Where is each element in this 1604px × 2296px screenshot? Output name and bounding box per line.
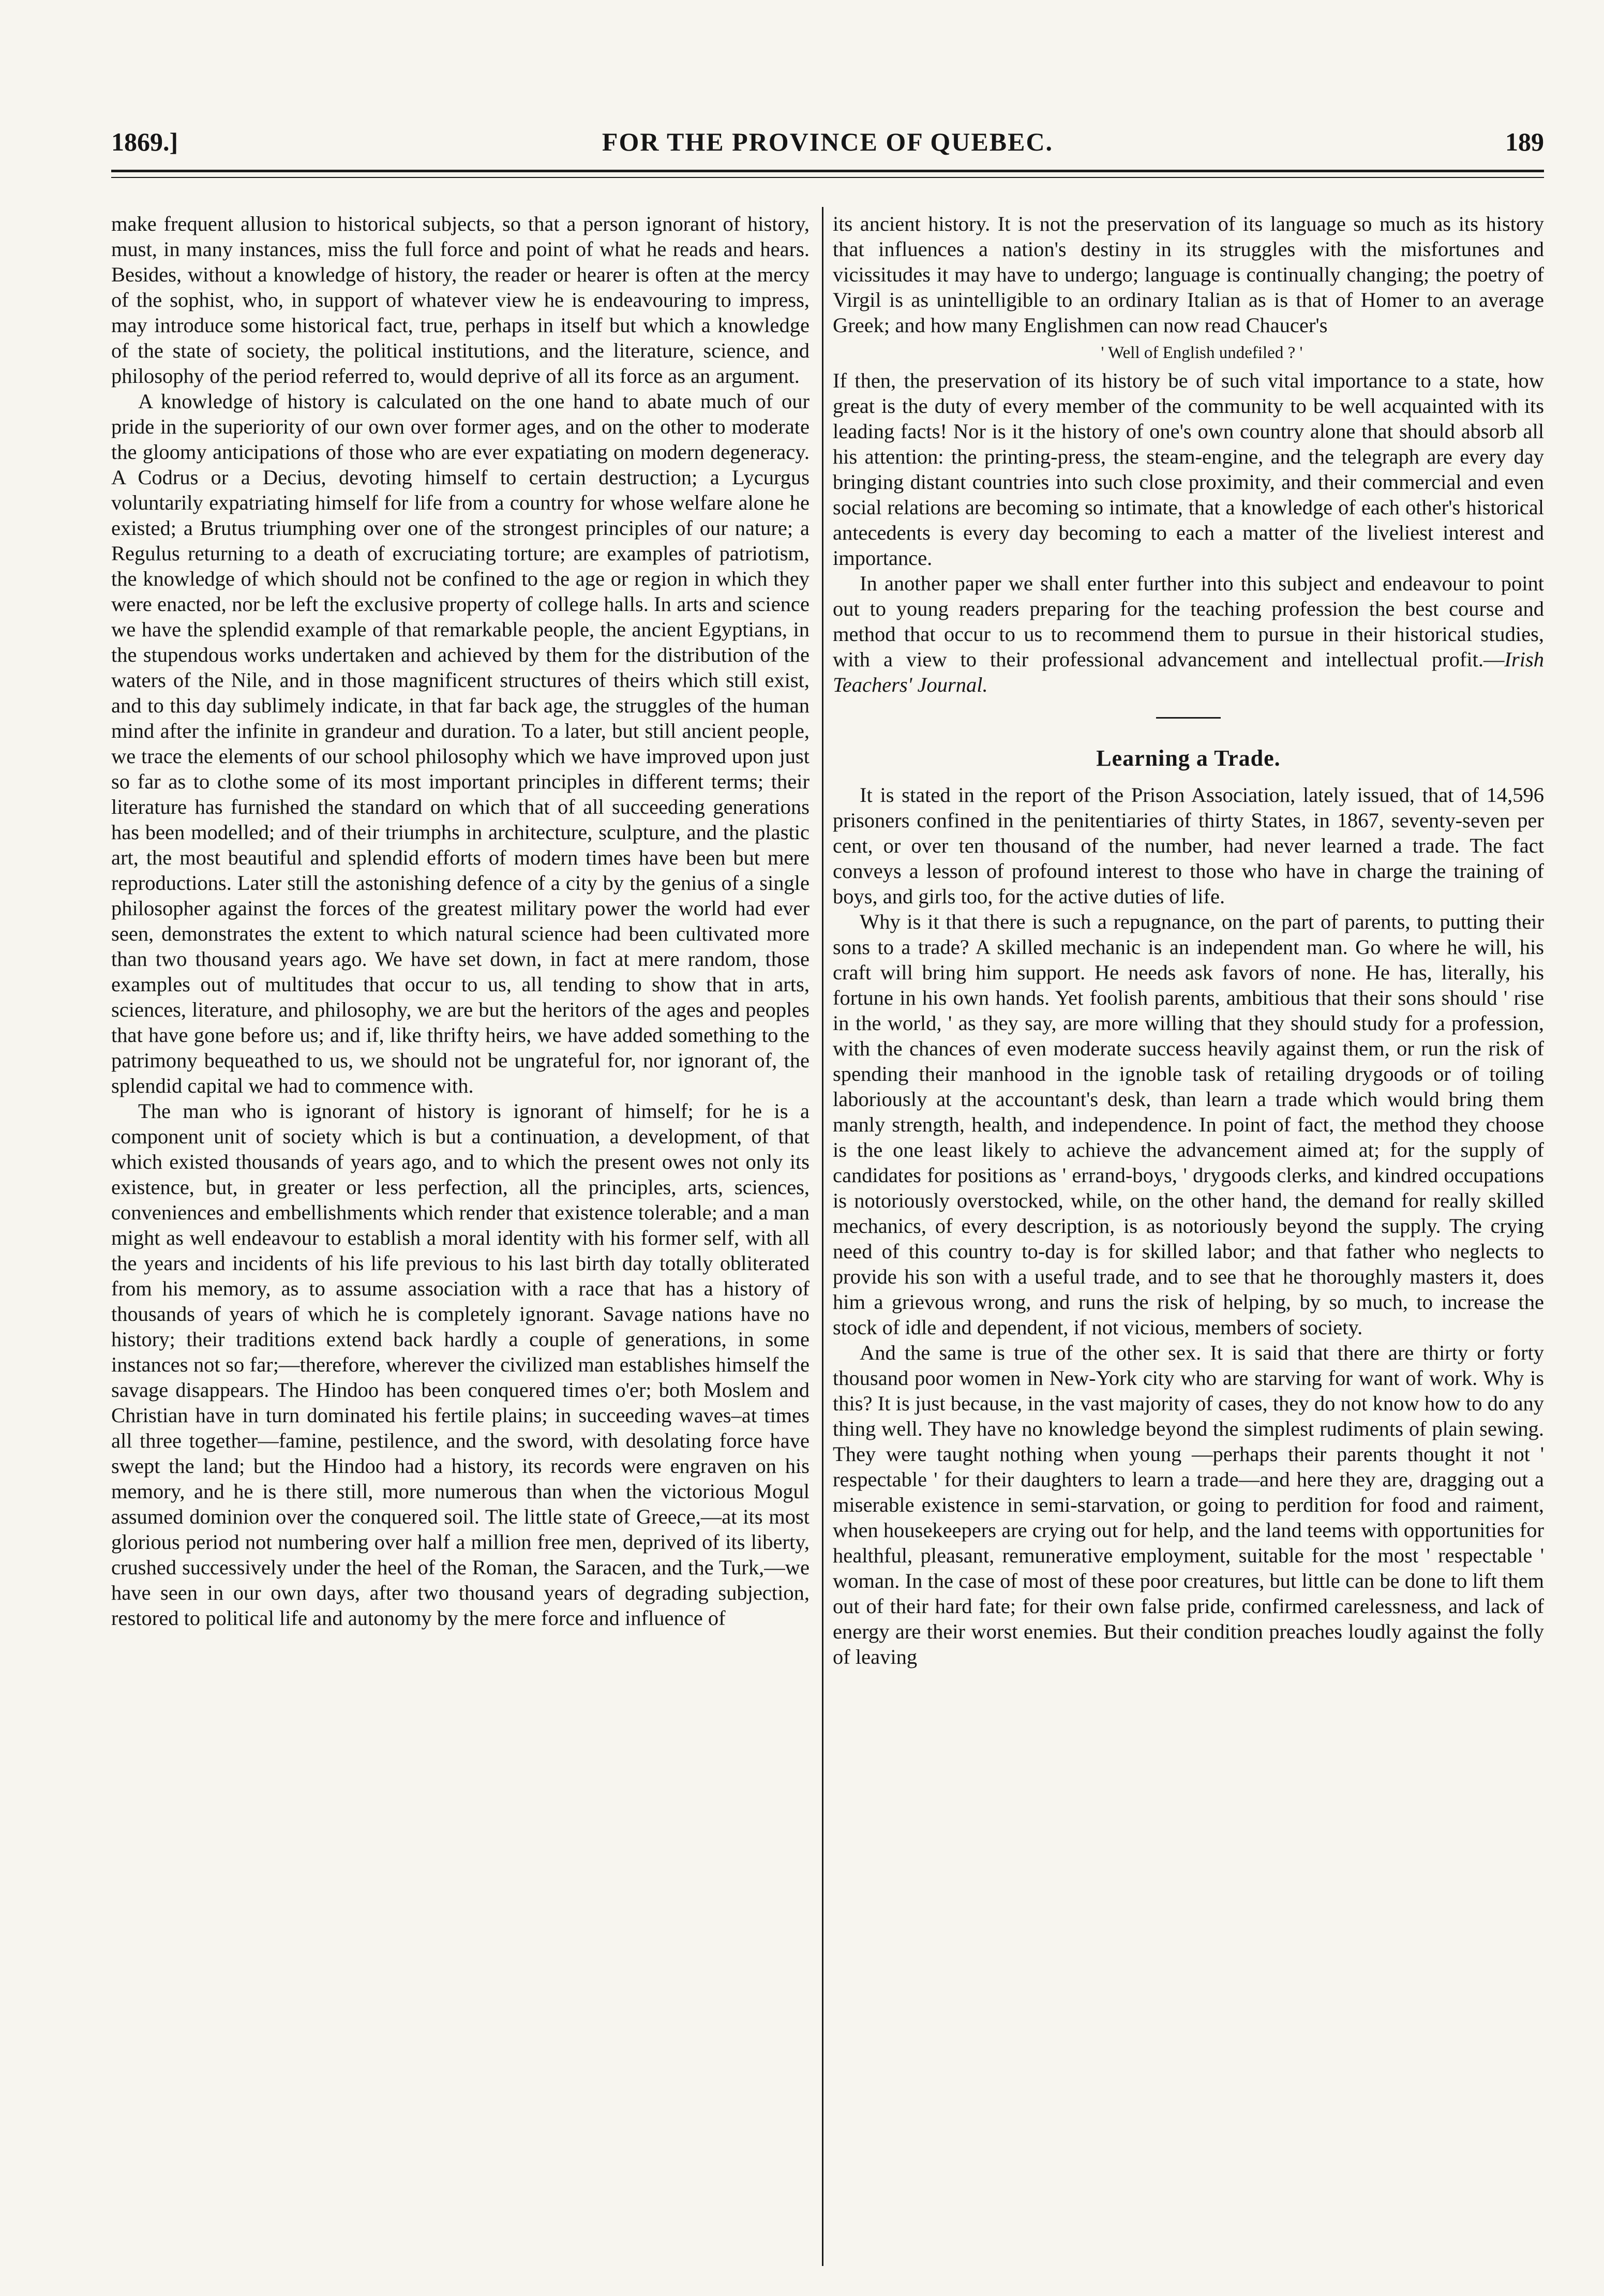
- article-paragraph-3: And the same is true of the other sex. It is said that there are thirty or forty thousand poor women in New-York city who are starving for want of work. Why is this? It is just because, in the vast majority of cases, they do not know how to do any thing well. They have no knowledge beyond the simplest rudiments of plain sewing. They were taught nothing when young —perhaps their parents thought it not ' respectable ' for their daughters to learn a trade—and here they are, dragging out a miserable existence in semi-starvation, or going to perdition for food and raiment, when housekeepers are crying out for help, and the land teems with opportunities for healthful, pleasant, remunerative employment, suitable for the most ' respectable ' woman. In the case of most of these poor creatures, but little can be done to lift them out of their hard fate; for their own false pride, confirmed carelessness, and lack of energy are their worst enemies. But their condition preaches loudly against the folly of leaving: [833, 1341, 1544, 1668]
- article-heading: Learning a Trade.: [1096, 746, 1281, 771]
- left-paragraph-2: A knowledge of history is calculated on the one hand to abate much of our pride in the superiority of our own over former ages, and on the other to moderate the gloomy anticipations of those who are ever expatiating on modern degeneracy. A Codrus or a Decius, devoting himself to certain destruction; a Lycurgus voluntarily expatriating himself for life from a country for whose welfare alone he existed; a Brutus triumphing over one of the strongest principles of our nature; a Regulus returning to a death of excruciating torture; are examples of patriotism, the knowledge of which should not be confined to the age or region in which they were enacted, nor be left the exclusive property of college halls. In arts and science we have the splendid example of that remarkable people, the ancient Egyptians, in the stupendous works undertaken and achieved by them for the distribution of the waters of the Nile, and in those magnificent structures of theirs which still exist, and to this day sublimely indicate, in that far back age, the struggles of the human mind after the infinite in grandeur and duration. To a later, but still ancient people, we trace the elements of our school philosophy which we have improved upon just so far as to clothe some of its most important principles in different terms; their literature has furnished the standard on which that of all succeeding generations has been modelled; and of their triumphs in architecture, sculpture, and the plastic art, the most beautiful and splendid efforts of modern times have been but mere reproductions. Later still the astonishing defence of a city by the genius of a single philosopher against the forces of the greatest military power the world had ever seen, demonstrates the extent to which natural science had been cultivated more than two thousand years ago. We have set down, in fact at mere random, those examples out of multitudes that occur to us, all tending to show that in arts, sciences, literature, and philosophy, we are but the heritors of the ages and peoples that have gone before us; and if, like thrifty heirs, we have added something to the patrimony bequeathed to us, we should not be ungrateful for, nor ignorant of, the splendid capital we had to commence with.: [111, 390, 810, 1097]
- source-attribution: Irish Teachers' Journal.: [833, 648, 1544, 696]
- left-column: [111, 211, 810, 1631]
- running-header: [111, 127, 1544, 168]
- right-paragraph-2: If then, the preservation of its history be of such vital importance to a state, how great is the duty of every member of the community to be well acquainted with its leading facts! Nor is it the history of one's own country alone that should absorb all his attention: the printing-press, the steam-engine, and the telegraph are every day bringing distant countries into such close proximity, and their commercial and even social relations are becoming so intimate, that a knowledge of each other's historical antecedents is every day becoming to each a matter of the liveliest interest and importance.: [833, 369, 1544, 570]
- column-divider: [822, 207, 823, 2266]
- header-rule-thin: [111, 177, 1544, 178]
- article-separator: [1156, 717, 1221, 719]
- left-paragraph-3: The man who is ignorant of history is ignorant of himself; for he is a component unit of society which is but a continuation, a development, of that which existed thousands of years ago, and to which the present owes not only its existence, but, in greater or less perfection, all the principles, arts, sciences, conveniences and embellishments which render that existence tolerable; and a man might as well endeavour to establish a moral identity with his former self, with all the years and incidents of his life previous to his last birth day totally obliterated from his memory, as to assume association with a race that has a history of thousands of years of which he is completely ignorant. Savage nations have no history; their traditions extend back hardly a couple of generations, in some instances not so far;—therefore, wherever the civilized man establishes himself the savage disappears. The Hindoo has been conquered times o'er; both Moslem and Christian have in turn dominated his fertile plains; in succeeding waves–at times all three together—famine, pestilence, and the sword, with desolating force have swept the land; but the Hindoo had a history, its records were engraven on his memory, and he is there still, more numerous than when the victorious Mogul assumed dominion over the conquered soil. The little state of Greece,—at its most glorious period not numbering over half a million free men, deprived of its liberty, crushed successively under the heel of the Roman, the Saracen, and the Turk,—we have seen in our own days, after two thousand years of degrading subjection, restored to political life and autonomy by the mere force and influence of: [111, 1099, 810, 1630]
- block-quote: ' Well of English undefiled ? ': [1101, 344, 1303, 362]
- header-title: FOR THE PROVINCE OF QUEBEC.: [602, 127, 1054, 156]
- paragraph-3-text: In another paper we shall enter further into this subject and endeavour to point out to young readers preparing for the teaching profession the best course and method that occur to us to recommend them to pursue in their historical studies, with a view to their professional advancement and intellectual profit.—: [833, 572, 1544, 671]
- header-rule-thick: [111, 170, 1544, 172]
- left-paragraph-1: make frequent allusion to historical subjects, so that a person ignorant of history, must, in many instances, miss the full force and point of what he reads and hears. Besides, without a knowledge of history, the reader or hearer is often at the mercy of the sophist, who, in support of whatever view he is endeavouring to impress, may introduce some historical fact, true, perhaps in itself but which a knowledge of the state of society, the political institutions, and the literature, science, and philosophy of the period referred to, would deprive of all its force as an argument.: [111, 212, 810, 387]
- right-paragraph-1: its ancient history. It is not the preservation of its language so much as its history that influences a nation's destiny in its struggles with the misfortunes and vicissitudes it may have to undergo; language is continually changing; the poetry of Virgil is as unintelligible to an ordinary Italian as is that of Homer to an average Greek; and how many Englishmen can now read Chaucer's: [833, 212, 1544, 337]
- page-number: 189: [1505, 127, 1544, 156]
- header-year: 1869.]: [111, 127, 178, 156]
- right-column: [833, 211, 1544, 1669]
- article-paragraph-2: Why is it that there is such a repugnance, on the part of parents, to putting their sons to a trade? A skilled mechanic is an independent man. Go where he will, his craft will bring him support. He needs ask favors of none. He has, literally, his fortune in his own hands. Yet foolish parents, ambitious that their sons should ' rise in the world, ' as they say, are more willing that they should study for a profession, with the chances of even moderate success heavily against them, or run the risk of spending their manhood in the ignoble task of retailing drygoods or of toiling laboriously at the accountant's desk, than learn a trade which would bring them manly strength, health, and independence. In point of fact, the method they choose is the one least likely to achieve the advancement aimed at; for the supply of candidates for positions as ' errand-boys, ' drygoods clerks, and kindred occupations is notoriously overstocked, while, on the other hand, the demand for really skilled mechanics, of every description, is as notoriously beyond the supply. The crying need of this country to-day is for skilled labor; and that father who neglects to provide his son with a useful trade, and to see that he thoroughly masters it, does him a grievous wrong, and runs the risk of helping, by so much, to increase the stock of idle and dependent, if not vicious, members of society.: [833, 910, 1544, 1339]
- article-paragraph-1: It is stated in the report of the Prison Association, lately issued, that of 14,596 prisoners confined in the penitentiaries of thirty States, in 1867, seventy-seven per cent, or over ten thousand of the number, had never learned a trade. The fact conveys a lesson of profound interest to those who have in charge the training of boys, and girls too, for the active duties of life.: [833, 783, 1544, 908]
- right-paragraph-3: [833, 571, 1544, 697]
